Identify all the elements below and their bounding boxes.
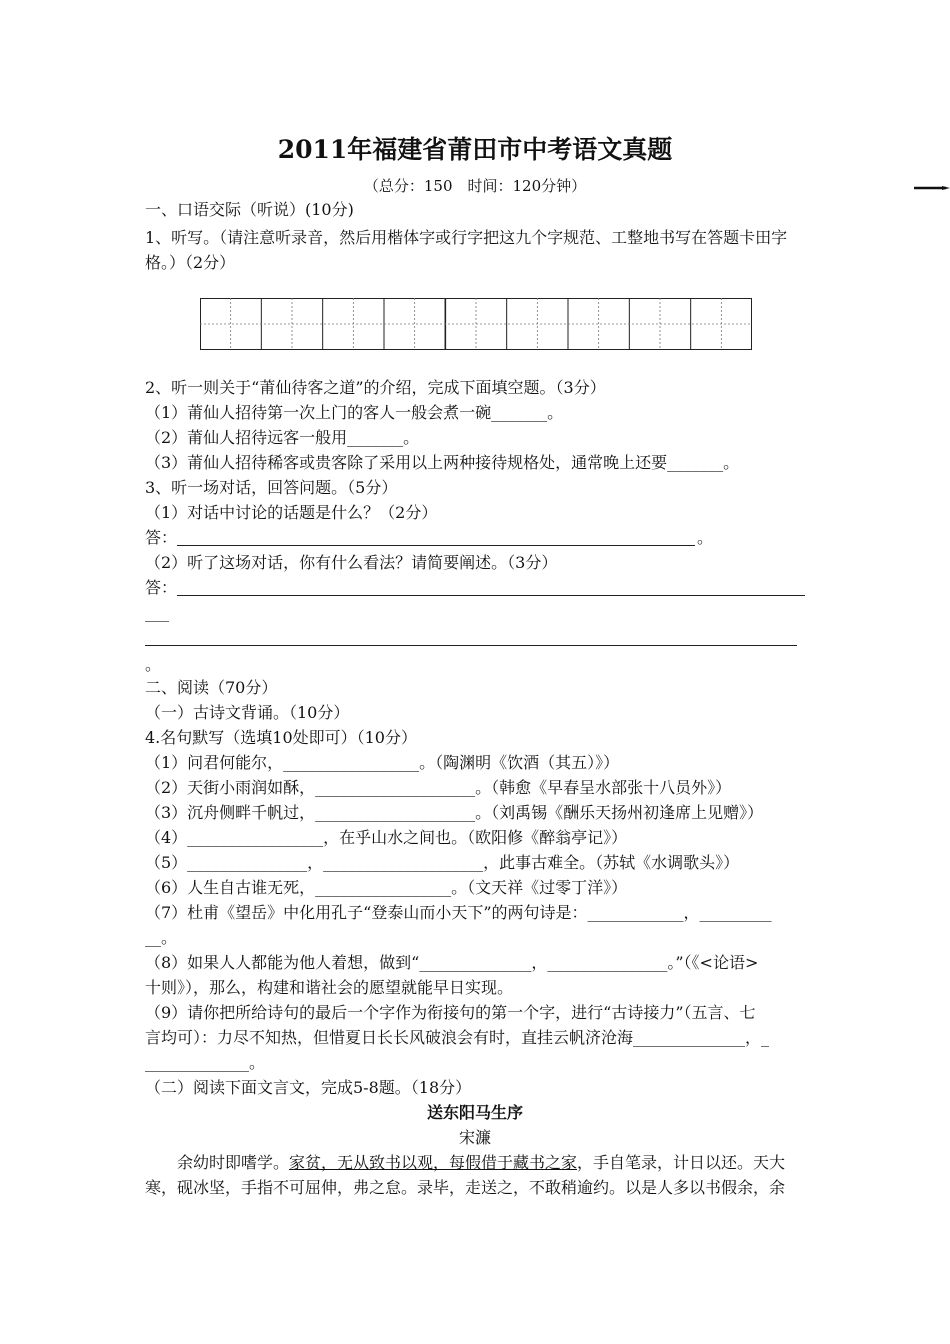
dictation-item-cont: __。 bbox=[145, 928, 178, 947]
question-2-item-2: （2）莆仙人招待远客一般用_______。 bbox=[145, 428, 420, 447]
arrow-right-icon bbox=[914, 186, 950, 190]
question-4-text: 4.名句默写（选填10处即可）（10分） bbox=[145, 728, 417, 747]
dictation-item-cont: 言均可）：力尽不知热，但惜夏日长长风破浪会有时，直挂云帆济沧海______________，_ bbox=[145, 1028, 770, 1047]
dictation-item: （3）沉舟侧畔千帆过，____________________。（刘禹锡《酬乐天扬州初逢席上见赠》） bbox=[145, 803, 764, 822]
dictation-item: （9）请你把所给诗句的最后一个字作为衔接句的第一个字，进行“古诗接力”（五言、七 bbox=[145, 1003, 756, 1022]
question-1-text: 1、听写。（请注意听录音，然后用楷体字或行字把这九个字规范、工整地书写在答题卡田字 bbox=[145, 228, 788, 247]
subsection-1-heading: （一）古诗文背诵。（10分） bbox=[145, 703, 350, 722]
dictation-item: （4）_________________，在乎山水之间也。（欧阳修《醉翁亭记》） bbox=[145, 828, 628, 847]
exam-meta: （总分：150 时间：120分钟） bbox=[363, 177, 587, 195]
answer-line-continuation: ___ bbox=[145, 603, 169, 622]
dictation-item: （6）人生自古谁无死，_________________。（文天祥《过零丁洋》） bbox=[145, 878, 628, 897]
question-1-text-cont: 格。）（2分） bbox=[145, 253, 236, 272]
dictation-item: （2）天街小雨润如酥，____________________。（韩愈《早春呈水部张十八员外》） bbox=[145, 778, 732, 797]
dictation-item: （1）问君何能尔，_________________。（陶渊明《饮酒（其五）》） bbox=[145, 753, 620, 772]
question-3-text: 3、听一场对话，回答问题。（5分） bbox=[145, 478, 398, 497]
question-2-item-1: （1）莆仙人招待第一次上门的客人一般会煮一碗_______。 bbox=[145, 403, 564, 422]
section-1-heading: 一、口语交际（听说）(10分) bbox=[145, 200, 354, 219]
question-3-item-2: （2）听了这场对话，你有什么看法？请简要阐述。（3分） bbox=[145, 553, 558, 572]
page-title: 2011年福建省莆田市中考语文真题 bbox=[277, 135, 673, 164]
article-author: 宋濂 bbox=[458, 1128, 491, 1147]
subsection-2-heading: （二）阅读下面文言文，完成5-8题。（18分） bbox=[145, 1078, 472, 1097]
article-title: 送东阳马生序 bbox=[426, 1103, 523, 1122]
answer-label: 答： bbox=[145, 528, 178, 547]
article-paragraph-line: 寒，砚冰坚，手指不可屈伸，弗之怠。录毕，走送之，不敢稍逾约。以是人多以书假余，余 bbox=[145, 1178, 786, 1197]
question-3-item-1: （1）对话中讨论的话题是什么？（2分） bbox=[145, 503, 438, 522]
answer-label: 答： bbox=[145, 578, 178, 597]
answer-end-mark: 。 bbox=[697, 528, 714, 547]
dictation-item-cont: 十则》），那么，构建和谐社会的愿望就能早日实现。 bbox=[145, 978, 514, 997]
answer-line[interactable] bbox=[177, 545, 695, 546]
question-2-item-3: （3）莆仙人招待稀客或贵客除了采用以上两种接待规格处，通常晚上还要_______。 bbox=[145, 453, 740, 472]
question-2-text: 2、听一则关于“莆仙待客之道”的介绍，完成下面填空题。（3分） bbox=[145, 378, 606, 397]
dictation-item: （7）杜甫《望岳》中化用孔子“登泰山而小天下”的两句诗是：____________，_________ bbox=[145, 903, 772, 922]
underlined-sentence: 家贫，无从致书以观，每假借于藏书之家 bbox=[289, 1153, 578, 1172]
dictation-item-cont: _____________。 bbox=[145, 1053, 266, 1072]
section-2-heading: 二、阅读（70分） bbox=[145, 678, 278, 697]
answer-line[interactable] bbox=[145, 645, 797, 646]
answer-end-mark: 。 bbox=[145, 655, 162, 674]
handwriting-grid[interactable] bbox=[200, 298, 752, 350]
dictation-item: （5）_______________，____________________，此事古难全。（苏轼《水调歌头》） bbox=[145, 853, 740, 872]
dictation-item: （8）如果人人都能为他人着想，做到“______________，_______________。”（《<论语> bbox=[145, 953, 759, 972]
answer-line[interactable] bbox=[177, 595, 805, 596]
article-paragraph-line: 余幼时即嗜学。家贫，无从致书以观，每假借于藏书之家，手自笔录，计日以还。天大 bbox=[145, 1153, 786, 1172]
